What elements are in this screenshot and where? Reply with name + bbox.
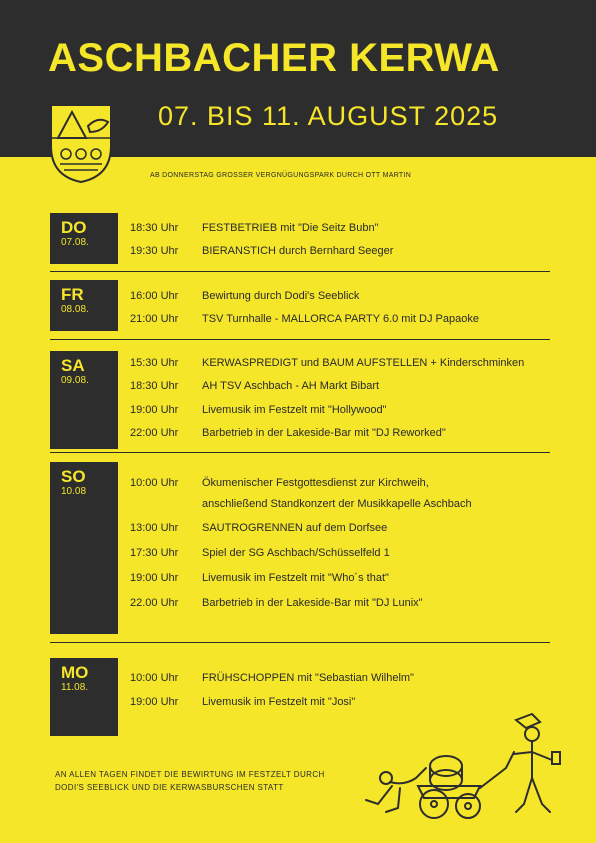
- event-time: 18:30 Uhr: [130, 222, 179, 234]
- event-time: 19:00 Uhr: [130, 696, 179, 708]
- event-text: Bewirtung durch Dodi's Seeblick: [202, 290, 360, 302]
- event-time: 21:00 Uhr: [130, 313, 179, 325]
- event-time: 15:30 Uhr: [130, 357, 179, 369]
- event-row: [130, 289, 359, 303]
- day-date: 10.08: [61, 486, 87, 497]
- day-name: SO: [61, 467, 86, 486]
- event-row: [130, 476, 429, 490]
- event-text: AH TSV Aschbach - AH Markt Bibart: [202, 380, 380, 392]
- event-row: [130, 379, 379, 393]
- day-block-mo: [50, 658, 118, 736]
- event-text: TSV Turnhalle - MALLORCA PARTY 6.0 mit DJ Papaoke: [202, 313, 479, 325]
- day-date: 09.08.: [61, 375, 89, 386]
- event-time: 19:00 Uhr: [130, 572, 179, 584]
- divider: [50, 271, 550, 272]
- divider: [50, 642, 550, 643]
- day-block-sa: [50, 351, 118, 449]
- event-row: [130, 403, 386, 417]
- event-time: 17:30 Uhr: [130, 547, 179, 559]
- page-title: ASCHBACHER KERWA: [48, 36, 500, 80]
- event-time: 13:00 Uhr: [130, 522, 179, 534]
- event-row: [130, 312, 479, 326]
- footer-line: DODI'S SEEBLICK UND DIE KERWASBURSCHEN STATT: [55, 783, 284, 792]
- footer-note: [55, 768, 325, 794]
- event-row: [130, 571, 389, 585]
- event-text: Livemusik im Festzelt mit "Hollywood": [202, 404, 387, 416]
- event-row: [130, 244, 393, 258]
- day-block-fr: [50, 280, 118, 331]
- event-time: 16:00 Uhr: [130, 290, 179, 302]
- event-text: KERWASPREDIGT und BAUM AUFSTELLEN + Kinderschminken: [202, 357, 525, 369]
- coat-of-arms-icon: [48, 102, 114, 184]
- event-text-continued: anschließend Standkonzert der Musikkapelle Aschbach: [202, 498, 472, 510]
- day-date: 11.08.: [61, 682, 89, 693]
- event-time: 10:00 Uhr: [130, 477, 179, 489]
- event-row: [130, 356, 524, 370]
- event-text: FRÜHSCHOPPEN mit "Sebastian Wilhelm": [202, 672, 414, 684]
- day-name: SA: [61, 356, 85, 375]
- event-text: Livemusik im Festzelt mit "Josi": [202, 696, 356, 708]
- beer-cart-illustration-icon: [356, 708, 576, 828]
- divider: [50, 339, 550, 340]
- event-time: 10:00 Uhr: [130, 672, 179, 684]
- day-name: MO: [61, 663, 89, 682]
- day-block-so: [50, 462, 118, 634]
- event-dates: 07. BIS 11. AUGUST 2025: [158, 101, 499, 131]
- event-time: 18:30 Uhr: [130, 380, 179, 392]
- tagline: AB DONNERSTAG GROSSER VERGNÜGUNGSPARK DURCH OTT MARTIN: [150, 172, 412, 179]
- day-block-do: [50, 213, 118, 264]
- event-row: [130, 426, 446, 440]
- event-text: BIERANSTICH durch Bernhard Seeger: [202, 245, 394, 257]
- footer-line: AN ALLEN TAGEN FINDET DIE BEWIRTUNG IM FESTZELT DURCH: [55, 770, 325, 779]
- event-text: Barbetrieb in der Lakeside-Bar mit "DJ Reworked": [202, 427, 446, 439]
- event-row: [130, 671, 414, 685]
- day-name: FR: [61, 285, 84, 304]
- event-row: [130, 695, 355, 709]
- event-text: Barbetrieb in der Lakeside-Bar mit "DJ Lunix": [202, 597, 423, 609]
- event-row: [130, 221, 379, 235]
- day-date: 08.08.: [61, 304, 89, 315]
- event-time: 19:00 Uhr: [130, 404, 179, 416]
- event-time: 22:00 Uhr: [130, 427, 179, 439]
- event-row: [130, 521, 387, 535]
- event-text: SAUTROGRENNEN auf dem Dorfsee: [202, 522, 388, 534]
- day-date: 07.08.: [61, 237, 89, 248]
- event-text: Ökumenischer Festgottesdienst zur Kirchweih,: [202, 477, 429, 489]
- event-time: 22.00 Uhr: [130, 597, 179, 609]
- event-text: Livemusik im Festzelt mit "Who´s that": [202, 572, 389, 584]
- event-time: 19:30 Uhr: [130, 245, 179, 257]
- event-text: Spiel der SG Aschbach/Schüsselfeld 1: [202, 547, 390, 559]
- event-row: [130, 596, 423, 610]
- event-text: FESTBETRIEB mit "Die Seitz Bubn": [202, 222, 379, 234]
- day-name: DO: [61, 218, 87, 237]
- event-row: [130, 546, 390, 560]
- divider: [50, 452, 550, 453]
